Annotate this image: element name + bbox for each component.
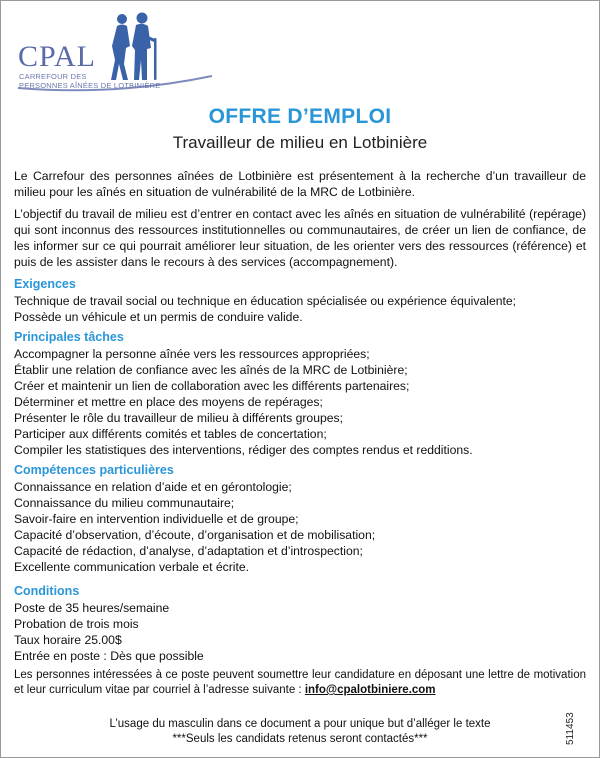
- list-item: Créer et maintenir un lien de collaboration avec les différents partenaires;: [14, 379, 410, 393]
- taches-list: [14, 346, 586, 458]
- list-item: Technique de travail social ou technique en éducation spécialisée ou expérience équivalente;: [14, 294, 517, 308]
- job-description: [14, 168, 586, 704]
- list-item: Excellente communication verbale et écrite.: [14, 560, 250, 574]
- footer-notes: [0, 717, 600, 747]
- exigences-list: [14, 293, 586, 325]
- list-item: Poste de 35 heures/semaine: [14, 601, 170, 615]
- logo-subtitle-line1: CARREFOUR DES: [19, 72, 87, 81]
- list-item: Connaissance en relation d’aide et en gérontologie;: [14, 480, 292, 494]
- list-item: Entrée en poste : Dès que possible: [14, 649, 204, 663]
- list-item: Possède un véhicule et un permis de conduire valide.: [14, 310, 303, 324]
- conditions-list: [14, 600, 586, 664]
- logo-subtitle: [19, 72, 160, 90]
- list-item: Déterminer et mettre en place des moyens de repérages;: [14, 395, 323, 409]
- objective-paragraph: L’objectif du travail de milieu est d’entrer en contact avec les aînés en situation de vulnérabilité (repérage) qui sont inconnus des ressources institutionnelles ou communautaires, de créer un lien de confiance, de les informer sur ce qui pourrait améliorer leur situation, de les orienter vers des ressources (référence) et puis de les assister dans le recours à des services (accompagnement).: [14, 207, 586, 269]
- section-heading-conditions: Conditions: [14, 584, 80, 598]
- section-heading-exigences: Exigences: [14, 277, 76, 291]
- list-item: Probation de trois mois: [14, 617, 139, 631]
- list-item: Participer aux différents comités et tables de concertation;: [14, 427, 327, 441]
- contact-note: ***Seuls les candidats retenus seront contactés***: [172, 733, 428, 745]
- application-text: Les personnes intéressées à ce poste peuvent soumettre leur candidature en déposant une lettre de motivation et leur curriculum vitae par courriel à l’adresse suivante :: [14, 669, 586, 696]
- contact-email-link[interactable]: info@cpalotbiniere.com: [304, 684, 436, 696]
- list-item: Savoir-faire en intervention individuelle et de groupe;: [14, 512, 299, 526]
- list-item: Connaissance du milieu communautaire;: [14, 496, 235, 510]
- gender-note: L’usage du masculin dans ce document a pour unique but d’alléger le texte: [109, 718, 491, 730]
- logo-subtitle-line2: PERSONNES AÎNÉES DE LOTBINIÈRE: [19, 81, 161, 90]
- ad-reference-number: 511453: [565, 712, 576, 745]
- list-item: Taux horaire 25.00$: [14, 633, 122, 647]
- job-title: Travailleur de milieu en Lotbinière: [172, 133, 428, 152]
- application-instructions: [14, 668, 586, 698]
- section-heading-competences: Compétences particulières: [14, 463, 174, 477]
- page-title: OFFRE D’EMPLOI: [208, 105, 392, 128]
- logo-acronym: CPAL: [18, 40, 96, 73]
- section-heading-taches: Principales tâches: [14, 330, 124, 344]
- list-item: Capacité d’observation, d’écoute, d’organisation et de mobilisation;: [14, 528, 376, 542]
- list-item: Accompagner la personne aînée vers les ressources appropriées;: [14, 347, 370, 361]
- list-item: Compiler les statistiques des interventions, rédiger des comptes rendus et redditions.: [14, 443, 473, 457]
- list-item: Capacité de rédaction, d’analyse, d’adaptation et d’introspection;: [14, 544, 363, 558]
- intro-paragraph: Le Carrefour des personnes aînées de Lotbinière est présentement à la recherche d’un travailleur de milieu pour les aînés en situation de vulnérabilité de la MRC de Lotbinière.: [14, 169, 586, 199]
- competences-list: [14, 479, 586, 575]
- list-item: Établir une relation de confiance avec les aînés de la MRC de Lotbinière;: [14, 363, 408, 377]
- list-item: Présenter le rôle du travailleur de milieu à différents groupes;: [14, 411, 344, 425]
